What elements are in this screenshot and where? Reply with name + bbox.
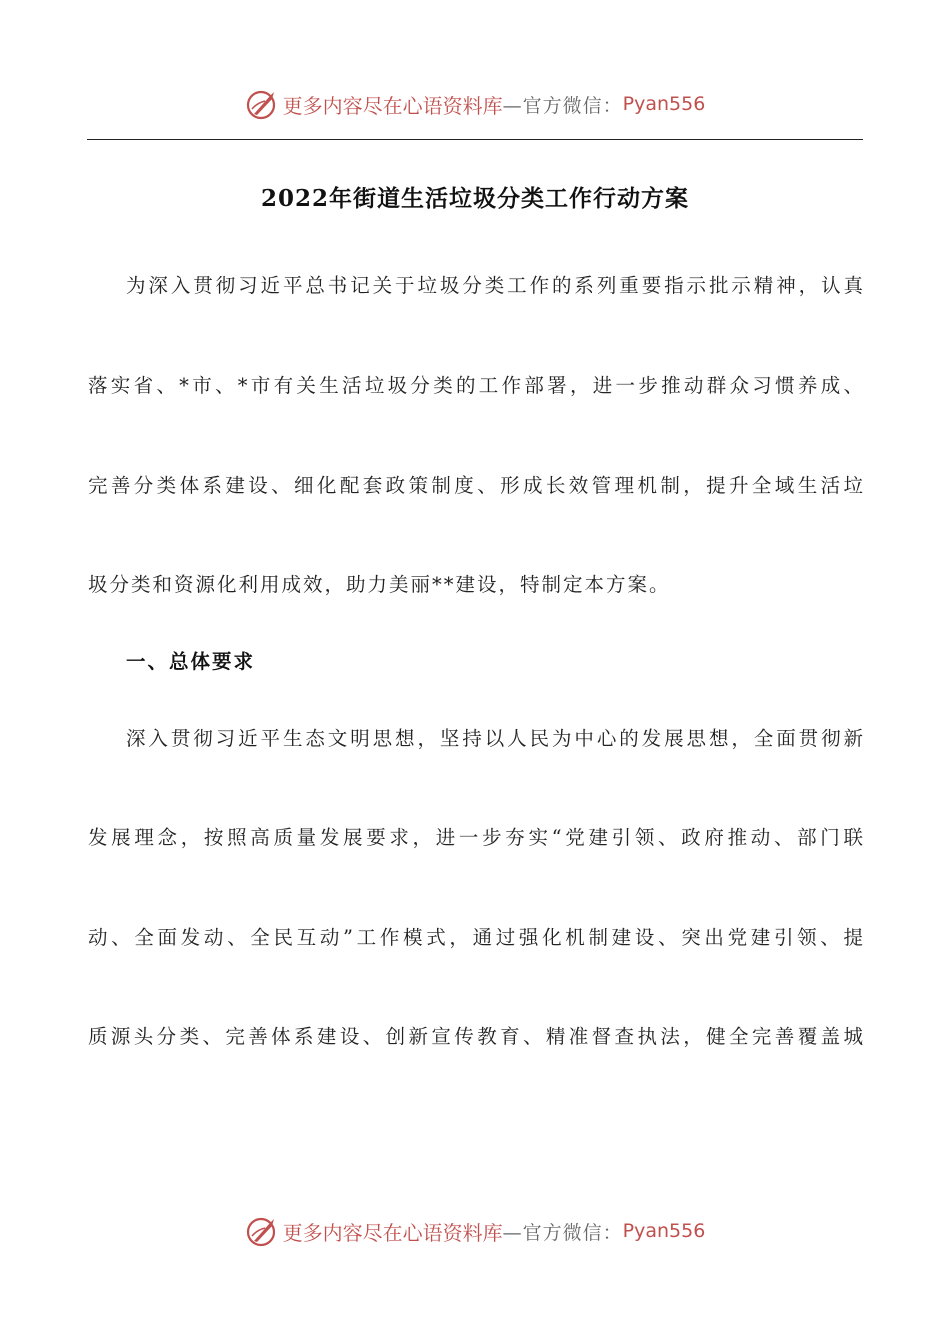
pen-logo-icon (245, 87, 279, 121)
paragraph1-line-4: 圾分类和资源化利用成效，助力美丽**建设，特制定本方案。 (88, 573, 671, 596)
banner-main-text: 更多内容尽在心语资料库 (282, 1220, 503, 1245)
paragraph1-line-2: 落实省、*市、*市有关生活垃圾分类的工作部署，进一步推动群众习惯养成、 (88, 374, 863, 397)
paragraph1-line-3: 完善分类体系建设、细化配套政策制度、形成长效管理机制，提升全域生活垃 (88, 474, 863, 497)
footer-banner (0, 1211, 950, 1251)
document-title: 2022年街道生活垃圾分类工作行动方案 (260, 185, 689, 212)
banner-main-text: 更多内容尽在心语资料库 (282, 93, 503, 118)
header-banner (0, 84, 950, 124)
paragraph2-line-3: 动、全面发动、全民互动”工作模式，通过强化机制建设、突出党建引领、提 (88, 926, 863, 949)
section-heading-1: 一、总体要求 (126, 650, 256, 673)
paragraph2-line-2: 发展理念，按照高质量发展要求，进一步夯实“党建引领、政府推动、部门联 (88, 826, 863, 849)
banner-sub-text: —官方微信： (502, 1221, 623, 1244)
banner-wechat-id: Pyan556 (622, 93, 706, 115)
paragraph2-line-1: 深入贯彻习近平生态文明思想，坚持以人民为中心的发展思想，全面贯彻新 (126, 727, 863, 750)
banner-wechat-id: Pyan556 (622, 1220, 706, 1242)
pen-logo-icon (245, 1214, 279, 1248)
banner-sub-text: —官方微信： (502, 94, 623, 117)
paragraph2-line-4: 质源头分类、完善体系建设、创新宣传教育、精准督查执法，健全完善覆盖城 (88, 1025, 863, 1048)
paragraph1-line-1: 为深入贯彻习近平总书记关于垃圾分类工作的系列重要指示批示精神，认真 (126, 274, 863, 297)
header-divider (87, 139, 863, 140)
